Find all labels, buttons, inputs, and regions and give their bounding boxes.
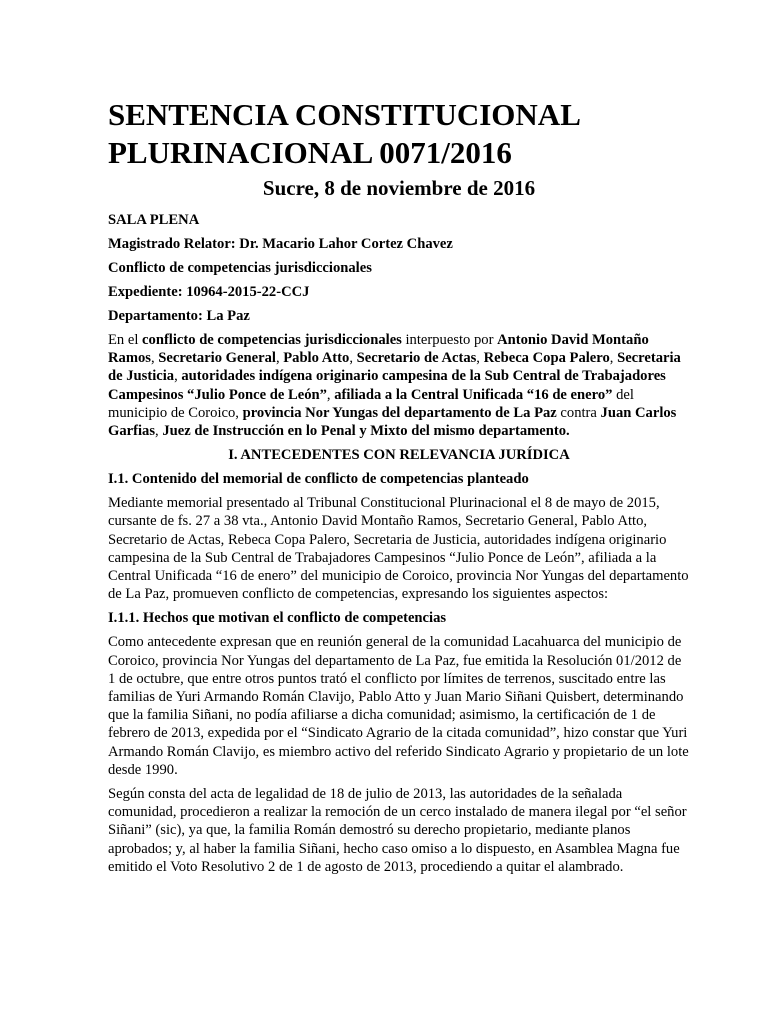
intro-text: , bbox=[349, 350, 357, 367]
document-page bbox=[108, 96, 690, 876]
magistrado-label: Magistrado Relator: Dr. Macario Lahor Cortez Chavez bbox=[108, 236, 453, 252]
title-line-1: SENTENCIA CONSTITUCIONAL bbox=[108, 97, 581, 132]
paragraph-1-1-1-a: Como antecedente expresan que en reunión general de la comunidad Lacahuarca del municipio de Coroico, provincia Nor Yungas del departamento de La Paz, fue emitida la Resolución 01/2012 de 1 de octubre, que entre otros puntos trató el conflicto por límites de terrenos, suscitado entre las familias de Yuri Armando Román Clavijo, Pablo Atto y Juan Mario Siñani Quisbert, determinando que la familia Siñani, no podía afiliarse a dicha comunidad; asimismo, la certificación de 1 de febrero de 2013, expedida por el “Sindicato Agrario de la citada comunidad”, hizo constar que Yuri Armando Román Clavijo, es miembro activo del referido Sindicato Agrario y propietario de un lote desde 1990. bbox=[108, 634, 689, 778]
intro-text: , bbox=[174, 368, 182, 385]
intro-text: , bbox=[476, 350, 484, 367]
intro-text: , bbox=[275, 350, 284, 367]
subsection-heading-1-1: I.1. Contenido del memorial de conflicto de competencias planteado bbox=[108, 471, 529, 488]
intro-text: del municipio de Coroico bbox=[108, 386, 634, 421]
departamento-label: Departamento: La Paz bbox=[108, 308, 250, 324]
intro-text: , bbox=[326, 386, 335, 403]
expediente-label: Expediente: 10964-2015-22-CCJ bbox=[108, 284, 310, 300]
intro-bold: Pablo Atto bbox=[283, 350, 350, 367]
section-heading-antecedentes: I. ANTECEDENTES CON RELEVANCIA JURÍDICA bbox=[228, 447, 570, 464]
paragraph-1-1-1-b: Según consta del acta de legalidad de 18 de julio de 2013, las autoridades de la señalada comunidad, procedieron a realizar la remoción de un cerco instalado de manera ilegal por “el señor Siñani” (sic), ya que, la familia Román demostró su derecho propietario, mediante planos aprobados; y, al haber la familia Siñani, hecho caso omiso a lo dispuesto, en Asamblea Magna fue emitido el Voto Resolutivo 2 de 1 de agosto de 2013, procediendo a quitar el alambrado. bbox=[108, 786, 687, 875]
document-title bbox=[108, 96, 690, 172]
intro-text: , bbox=[609, 350, 618, 367]
intro-text: contra bbox=[556, 404, 601, 421]
subsection-heading-1-1-1: I.1.1. Hechos que motivan el conflicto de competencias bbox=[108, 610, 447, 627]
intro-bold: afiliada a la Central Unificada “16 de enero” bbox=[334, 386, 613, 403]
intro-bold: Rebeca Copa Palero bbox=[483, 350, 610, 367]
intro-text: , bbox=[150, 350, 159, 367]
intro-bold: Juez de Instrucción en lo Penal y Mixto del mismo departamento. bbox=[162, 423, 570, 440]
sala-label: SALA PLENA bbox=[108, 212, 200, 228]
paragraph-1-1: Mediante memorial presentado al Tribunal Constitucional Plurinacional el 8 de mayo de 2015, cursante de fs. 27 a 38 vta., Antonio David Montaño Ramos, Secretario General, Pablo Atto, Secretario de Actas, Rebeca Copa Palero, Secretaria de Justicia, autoridades indígena originario campesina de la Sub Central de Trabajadores Campesinos “Julio Ponce de León”, afiliada a la Central Unificada “16 de enero” del municipio de Coroico, provincia Nor Yungas del departamento de La Paz, promueven conflicto de competencias, expresando los siguientes aspectos: bbox=[108, 495, 689, 603]
intro-bold: Secretario de Actas bbox=[356, 350, 477, 367]
intro-bold: Juan Carlos Garfias bbox=[108, 404, 677, 440]
intro-bold: Secretario General bbox=[158, 350, 276, 367]
intro-bold: conflicto de competencias jurisdiccionales bbox=[142, 332, 402, 348]
document-date: Sucre, 8 de noviembre de 2016 bbox=[262, 176, 536, 200]
intro-text: , bbox=[155, 423, 163, 440]
intro-bold: provincia Nor Yungas del departamento de La Paz bbox=[242, 404, 557, 421]
intro-paragraph bbox=[108, 331, 690, 440]
title-line-2: PLURINACIONAL 0071/2016 bbox=[108, 135, 512, 170]
intro-text: , bbox=[235, 404, 243, 421]
intro-bold: Secretaria de Justicia bbox=[108, 350, 681, 385]
case-type-label: Conflicto de competencias jurisdiccionales bbox=[108, 260, 372, 276]
intro-bold: autoridades indígena originario campesina de la Sub Central de Trabajadores Campesinos “Julio Ponce de León” bbox=[108, 368, 666, 403]
intro-text: interpuesto por bbox=[401, 332, 498, 348]
intro-bold: Antonio David Montaño Ramos bbox=[108, 332, 649, 367]
intro-text: En el bbox=[108, 332, 143, 348]
